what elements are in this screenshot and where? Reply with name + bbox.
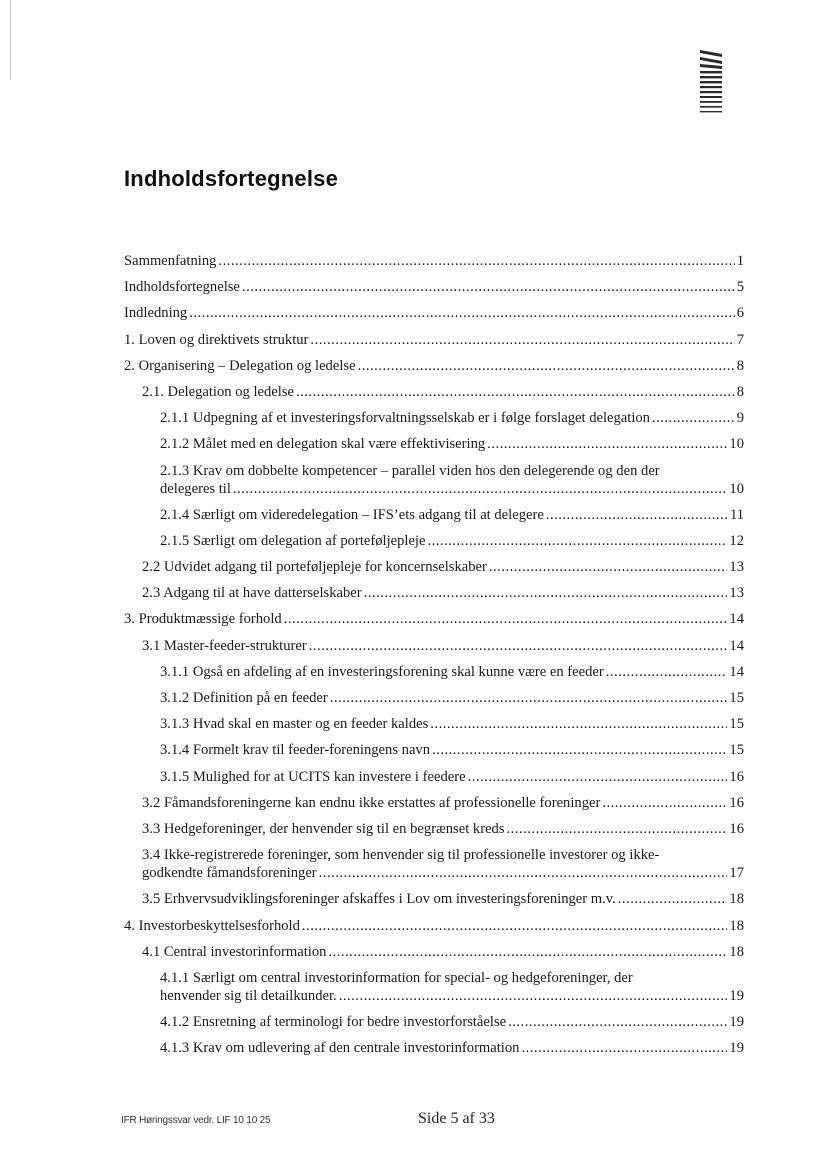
dot-leader (358, 357, 735, 375)
toc-entry[interactable] (124, 357, 744, 375)
dot-leader (296, 383, 735, 401)
toc-entry[interactable] (142, 794, 744, 812)
dot-leader (432, 741, 727, 759)
toc-entry[interactable] (124, 917, 744, 935)
toc-entry-page-number: 10 (729, 480, 744, 497)
toc-entry-page-number: 1 (736, 253, 744, 269)
dot-leader (284, 610, 728, 628)
toc-entry[interactable] (142, 943, 744, 961)
toc-entry[interactable] (142, 890, 744, 908)
toc-entry[interactable] (142, 637, 744, 655)
toc-entry-label: 2.1.1 Udpegning af et investeringsforvaltningsselskab er i følge forslaget delegation (160, 410, 650, 427)
toc-entry-page-number: 14 (729, 637, 744, 654)
toc-entry-page-number: 18 (729, 917, 744, 934)
toc-entry-label: 3.2 Fåmandsforeningerne kan endnu ikke erstattes af professionelle foreninger (142, 794, 601, 811)
toc-entry-label: 2.2 Udvidet adgang til porteføljepleje for koncernselskaber (142, 559, 487, 576)
toc-entry-page-number: 11 (729, 506, 744, 523)
dot-leader (521, 1039, 727, 1057)
toc-entry-label: delegeres til (160, 480, 231, 497)
toc-entry-page-number: 14 (729, 663, 744, 680)
table-of-contents (124, 252, 744, 1065)
dot-leader (430, 715, 727, 733)
toc-entry[interactable] (160, 1013, 744, 1031)
toc-entry-page-number: 17 (729, 865, 744, 882)
toc-entry-label: 2.3 Adgang til at have datterselskaber (142, 585, 362, 602)
toc-entry-label: henvender sig til detailkunder. (160, 987, 337, 1004)
toc-entry-page-number: 7 (736, 331, 744, 348)
toc-entry-page-number: 5 (736, 279, 744, 296)
toc-entry-page-number: 15 (729, 716, 744, 733)
toc-entry-page-number: 12 (729, 532, 744, 549)
dot-leader (546, 506, 728, 524)
toc-entry-label-line1: 4.1.1 Særligt om central investorinformation for special- og hedgeforeninger, der (160, 969, 633, 986)
dot-leader (364, 584, 728, 602)
toc-entry[interactable] (160, 409, 744, 427)
toc-entry-label: 3.1 Master-feeder-strukturer (142, 637, 307, 654)
toc-entry[interactable] (160, 715, 744, 733)
dot-leader (328, 943, 727, 961)
toc-entry-label: 1. Loven og direktivets struktur (124, 331, 309, 348)
toc-entry-page-number: 18 (729, 943, 744, 960)
page-edge-line (10, 0, 11, 80)
dot-leader (319, 864, 728, 882)
toc-entry[interactable] (160, 462, 744, 498)
toc-entry-label: 2. Organisering – Delegation og ledelse (124, 357, 356, 374)
toc-entry[interactable] (160, 741, 744, 759)
toc-entry[interactable] (124, 252, 744, 270)
toc-entry-page-number: 13 (729, 559, 744, 576)
toc-entry-label: 4.1.3 Krav om udlevering af den centrale investorinformation (160, 1040, 520, 1057)
toc-entry-page-number: 15 (729, 690, 744, 706)
dot-leader (489, 558, 728, 576)
toc-entry[interactable] (160, 969, 744, 1005)
dot-leader (302, 917, 728, 935)
toc-entry-label: 2.1.2 Målet med en delegation skal være effektivisering (160, 436, 486, 453)
toc-entry-label-line1: 2.1.3 Krav om dobbelte kompetencer – parallel viden hos den delegerende og den der (160, 462, 660, 479)
toc-entry-page-number: 16 (729, 820, 744, 837)
dot-leader (189, 304, 734, 322)
toc-entry[interactable] (124, 304, 744, 322)
toc-entry-page-number: 8 (736, 357, 744, 374)
toc-entry-page-number: 8 (736, 383, 744, 400)
toc-entry[interactable] (142, 820, 744, 838)
dot-leader (487, 435, 727, 453)
toc-entry-label: 2.1.4 Særligt om videredelegation – IFS’ets adgang til at delegere (160, 506, 544, 523)
toc-entry-label: 4. Investorbeskyttelsesforhold (124, 917, 300, 934)
dot-leader (618, 890, 728, 908)
page-title: Indholdsfortegnelse (124, 166, 339, 191)
dot-leader (468, 768, 728, 786)
toc-entry-page-number: 19 (729, 1040, 744, 1057)
dot-leader (242, 278, 735, 296)
footer-document-reference: IFR Høringssvar vedr. LIF 10 10 25 (121, 1115, 271, 1126)
toc-entry[interactable] (124, 610, 744, 628)
dot-leader (507, 820, 728, 838)
dot-leader (652, 409, 735, 427)
toc-entry[interactable] (160, 532, 744, 550)
toc-entry-page-number: 13 (729, 585, 744, 602)
dot-leader (330, 689, 728, 707)
toc-entry-label: 3.5 Erhvervsudviklingsforeninger afskaffes i Lov om investeringsforeninger m.v. (142, 891, 616, 908)
toc-entry-label: 2.1.5 Særligt om delegation af porteføljepleje (160, 532, 426, 549)
toc-entry-label: 4.1.2 Ensretning af terminologi for bedre investorforståelse (160, 1014, 507, 1031)
toc-entry-label: 3.1.3 Hvad skal en master og en feeder kaldes (160, 716, 429, 733)
toc-entry-label: 3.1.5 Mulighed for at UCITS kan investere i feedere (160, 768, 466, 785)
toc-entry[interactable] (142, 383, 744, 401)
dot-leader (602, 794, 727, 812)
toc-entry-page-number: 6 (736, 305, 744, 322)
toc-entry[interactable] (160, 663, 744, 681)
dot-leader (508, 1013, 727, 1031)
toc-entry-page-number: 16 (729, 794, 744, 811)
dot-leader (218, 252, 734, 270)
dot-leader (427, 532, 727, 550)
toc-entry-label: godkendte fåmandsforeninger (142, 865, 317, 882)
toc-entry-label: 3.1.4 Formelt krav til feeder-foreningens navn (160, 742, 431, 759)
toc-entry-page-number: 9 (736, 410, 744, 427)
toc-entry[interactable] (124, 331, 744, 349)
toc-entry[interactable] (160, 1039, 744, 1057)
toc-entry-label: 3.1.2 Definition på en feeder (160, 690, 328, 706)
toc-entry-label: 3. Produktmæssige forhold (124, 611, 282, 628)
toc-entry-label: 4.1 Central investorinformation (142, 943, 327, 960)
toc-entry-label: 3.1.1 Også en afdeling af en investeringsforening skal kunne være en feeder (160, 663, 604, 680)
toc-entry[interactable] (142, 846, 744, 882)
toc-entry-page-number: 15 (729, 742, 744, 759)
toc-entry[interactable] (142, 558, 744, 576)
toc-entry-label: Sammenfatning (124, 253, 217, 269)
toc-entry-label: 3.3 Hedgeforeninger, der henvender sig til en begrænset kreds (142, 820, 505, 837)
toc-entry-label: 2.1. Delegation og ledelse (142, 383, 294, 400)
toc-entry[interactable] (160, 435, 744, 453)
dot-leader (309, 637, 728, 655)
footer-page-number: Side 5 af 33 (418, 1110, 495, 1127)
toc-entry-label: Indledning (124, 305, 188, 322)
toc-entry[interactable] (124, 278, 744, 296)
company-logo-icon (698, 48, 724, 118)
dot-leader (606, 663, 728, 681)
toc-entry[interactable] (160, 506, 744, 524)
toc-entry[interactable] (142, 584, 744, 602)
toc-entry-page-number: 10 (729, 436, 744, 453)
toc-entry-label: Indholdsfortegnelse (124, 279, 240, 296)
toc-entry[interactable] (160, 768, 744, 786)
toc-entry-page-number: 19 (729, 1014, 744, 1031)
dot-leader (310, 331, 734, 349)
toc-entry[interactable] (160, 689, 744, 707)
toc-entry-label-line1: 3.4 Ikke-registrerede foreninger, som henvender sig til professionelle investorer og ikke- (142, 847, 660, 864)
dot-leader (339, 987, 728, 1005)
toc-entry-page-number: 18 (729, 891, 744, 908)
toc-entry-page-number: 19 (729, 987, 744, 1004)
toc-entry-page-number: 16 (729, 768, 744, 785)
dot-leader (233, 480, 727, 498)
toc-entry-page-number: 14 (729, 611, 744, 628)
